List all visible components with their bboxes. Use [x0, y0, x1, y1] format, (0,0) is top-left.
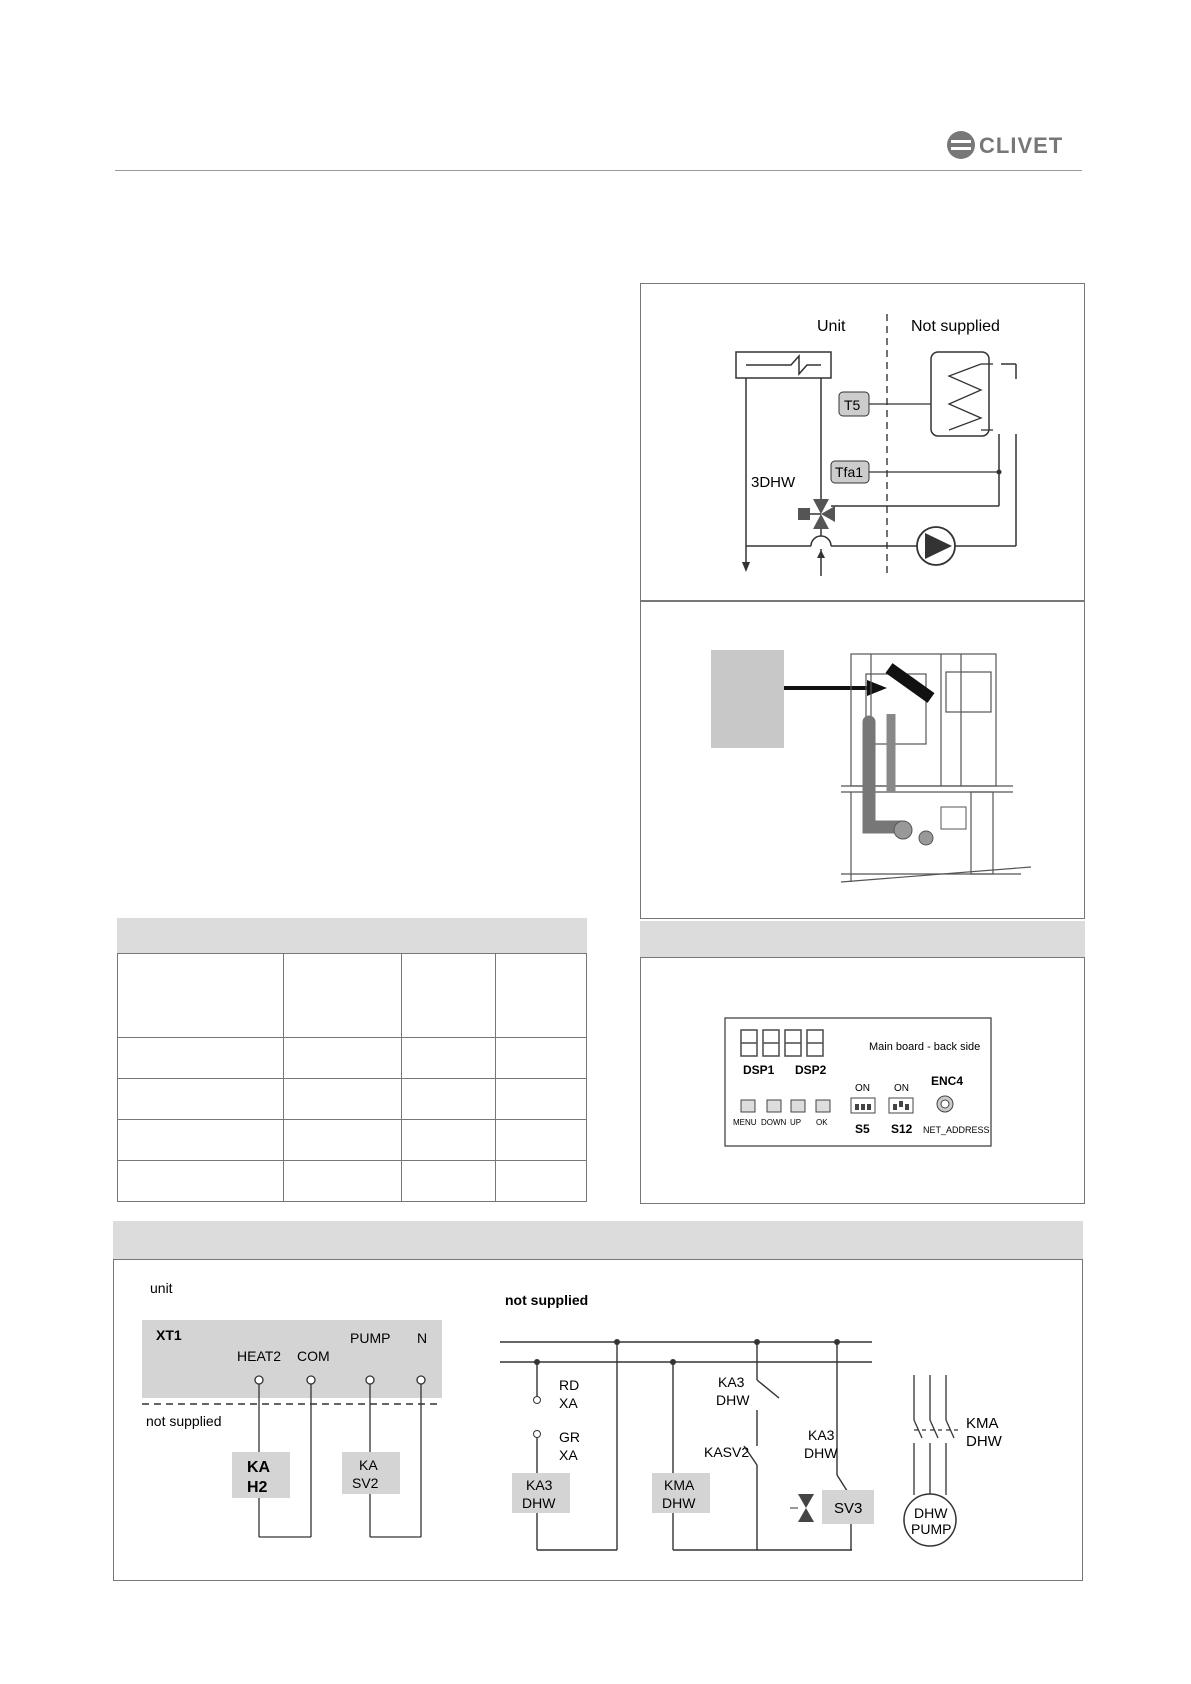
table-cell	[496, 1079, 587, 1120]
terminal-pump	[366, 1376, 374, 1384]
terminal-n	[417, 1376, 425, 1384]
n-label: N	[417, 1330, 428, 1346]
header-rule	[115, 170, 1082, 171]
menu-button-icon	[741, 1100, 755, 1112]
pipe-insulation	[869, 722, 901, 827]
kah2-label-1: KA	[247, 1459, 271, 1476]
rd-label: RD	[559, 1377, 580, 1393]
s12-label: S12	[891, 1122, 913, 1136]
ok-label: OK	[816, 1118, 828, 1127]
unit-label: Unit	[817, 318, 846, 335]
unit-drawing-panel	[640, 601, 1085, 919]
pump-power-lines	[914, 1375, 962, 1495]
callout-box	[711, 650, 784, 748]
valve-sv3-icon	[798, 1494, 814, 1508]
ka3-contact-label-2: DHW	[716, 1392, 750, 1408]
unit-drawing	[641, 602, 1086, 920]
brand-name: CLIVET	[979, 133, 1064, 158]
s12-on-label: ON	[894, 1083, 909, 1094]
terminal-heat2	[255, 1376, 263, 1384]
table-cell	[284, 1120, 402, 1161]
ka3dhw-box-label-1: KA3	[526, 1477, 553, 1493]
kma-dhw-label-1: KMA	[966, 1415, 999, 1432]
up-button-icon	[791, 1100, 805, 1112]
table-cell	[496, 1120, 587, 1161]
flow-arrow-up-icon	[817, 550, 825, 558]
settings-table	[117, 953, 587, 1202]
valve-label: 3DHW	[751, 474, 796, 491]
table-cell	[284, 1038, 402, 1079]
table-cell	[496, 1161, 587, 1202]
arrow-head-icon	[867, 680, 887, 696]
kmadhw-box-label-2: DHW	[662, 1495, 696, 1511]
not-supplied-left-label: not supplied	[146, 1413, 222, 1429]
sensor-pipe	[889, 668, 931, 698]
table-cell	[118, 1161, 284, 1202]
table-cell	[402, 1161, 496, 1202]
table-cell	[402, 1038, 496, 1079]
valve-actuator	[798, 508, 810, 520]
pump-label: PUMP	[350, 1330, 391, 1346]
gr-label: GR	[559, 1429, 580, 1445]
table-cell	[284, 954, 402, 1038]
sv3-label: SV3	[834, 1500, 863, 1517]
table-cell	[496, 954, 587, 1038]
flow-arrow-down-icon	[742, 562, 750, 572]
ka3-contact-label-1: KA3	[718, 1374, 745, 1390]
kma-dhw-label-2: DHW	[966, 1433, 1002, 1450]
table-cell	[118, 954, 284, 1038]
kah2-label-2: H2	[247, 1479, 268, 1496]
terminal-com	[307, 1376, 315, 1384]
dhw-pump-label-2: PUMP	[911, 1521, 952, 1537]
gr-contact	[534, 1431, 541, 1438]
main-board-header	[640, 921, 1085, 957]
main-board-panel	[640, 957, 1085, 1204]
enc4-label: ENC4	[931, 1074, 964, 1088]
xt1-label: XT1	[156, 1327, 182, 1343]
main-board-title: Main board - back side	[869, 1041, 981, 1053]
s5-label: S5	[855, 1122, 870, 1136]
dsp2-label: DSP2	[795, 1063, 827, 1077]
rd-contact	[534, 1397, 541, 1404]
kasv2-label-1: KA	[359, 1457, 378, 1473]
ka3dhw-box-label-2: DHW	[522, 1495, 556, 1511]
hydraulic-diagram	[641, 284, 1086, 602]
xa-label-2: XA	[559, 1447, 578, 1463]
table-cell	[402, 1120, 496, 1161]
ka3-contact2-label-1: KA3	[808, 1427, 835, 1443]
sensor-tfa1-label: Tfa1	[835, 464, 864, 480]
main-board-diagram	[641, 958, 1086, 1205]
clivet-logo	[945, 128, 1085, 162]
not-supplied-label: Not supplied	[911, 318, 1000, 335]
table-cell	[402, 1079, 496, 1120]
table-cell	[284, 1079, 402, 1120]
wiring-header	[113, 1221, 1083, 1259]
net-address-label: NET_ADDRESS	[923, 1125, 990, 1135]
down-button-icon	[767, 1100, 781, 1112]
ka3-contact2-label-2: DHW	[804, 1445, 838, 1461]
kmadhw-box-label-1: KMA	[664, 1477, 695, 1493]
up-label: UP	[790, 1118, 802, 1127]
heat2-label: HEAT2	[237, 1348, 282, 1364]
table-cell	[118, 1079, 284, 1120]
com-label: COM	[297, 1348, 330, 1364]
xt1-terminal-block	[142, 1320, 442, 1398]
s5-on-label: ON	[855, 1083, 870, 1094]
table-cell	[284, 1161, 402, 1202]
dsp1-label: DSP1	[743, 1063, 775, 1077]
ok-button-icon	[816, 1100, 830, 1112]
kasv2-label-2: SV2	[352, 1475, 379, 1491]
hydraulic-diagram-panel	[640, 283, 1085, 601]
table-cell	[402, 954, 496, 1038]
settings-table-header	[117, 918, 587, 953]
dhw-pump-label-1: DHW	[914, 1505, 948, 1521]
sensor-t5-label: T5	[844, 397, 861, 413]
table-cell	[496, 1038, 587, 1079]
menu-label: MENU	[733, 1118, 757, 1127]
down-label: DOWN	[761, 1118, 787, 1127]
xa-label-1: XA	[559, 1395, 578, 1411]
wiring-panel	[113, 1259, 1083, 1581]
wiring-diagram	[114, 1260, 1084, 1582]
kasv2-contact-label: KASV2	[704, 1444, 750, 1460]
table-cell	[118, 1120, 284, 1161]
not-supplied-right-label: not supplied	[505, 1292, 589, 1308]
unit-label-left: unit	[150, 1280, 173, 1296]
table-cell	[118, 1038, 284, 1079]
